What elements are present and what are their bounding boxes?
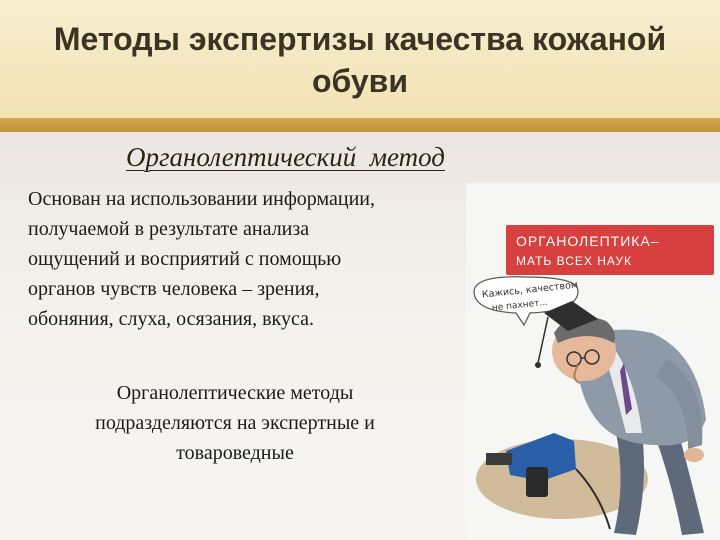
slide-title-line-2: обуви — [311, 63, 409, 99]
accent-divider — [0, 118, 720, 132]
slide-title — [40, 18, 680, 102]
sign-text-line-2: МАТЬ ВСЕХ НАУК — [516, 254, 632, 268]
method-classification-note — [60, 378, 410, 468]
description-line: получаемой в результате анализа — [28, 218, 310, 240]
description-line: ощущений и восприятий с помощью — [28, 248, 342, 270]
note-line: подразделяются на экспертные и — [95, 412, 375, 434]
cartoon-illustration — [466, 183, 720, 540]
slide-title-line-1: Методы экспертизы качества кожаной — [53, 21, 667, 57]
description-line: обоняния, слуха, осязания, вкуса. — [28, 308, 314, 330]
sign-text-line-1: ОРГАНОЛЕПТИКА– — [516, 233, 660, 249]
speech-text-line-2: не пахнет... — [491, 297, 549, 314]
note-line: товароведные — [176, 442, 294, 464]
sign-board — [506, 225, 714, 275]
description-line: Основан на использовании информации, — [28, 188, 376, 210]
description-line: органов чувств человека – зрения, — [28, 278, 320, 300]
method-heading: Органолептический метод — [126, 142, 445, 172]
method-description — [28, 184, 468, 334]
speech-text-line-1: Кажись, качеством — [481, 279, 579, 301]
note-line: Органолептические методы — [116, 382, 354, 404]
